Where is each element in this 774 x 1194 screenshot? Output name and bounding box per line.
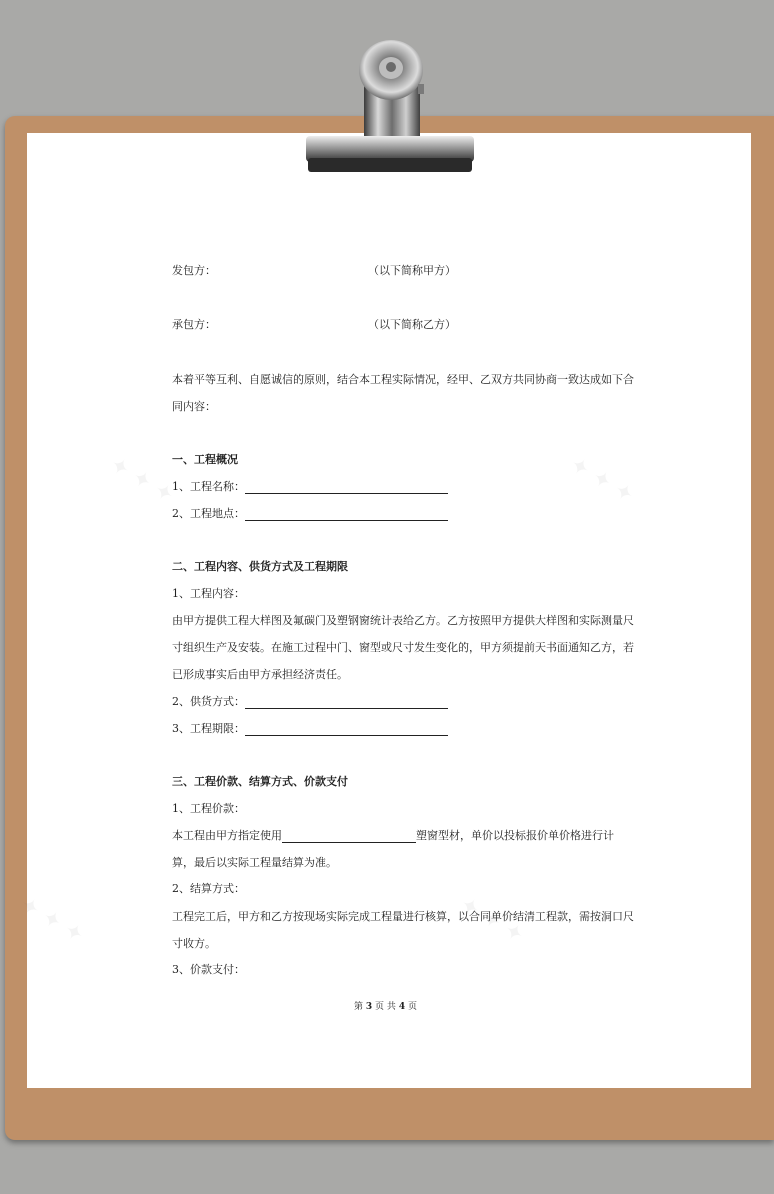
blank-line xyxy=(245,723,448,736)
paragraph-line: 由甲方提供工程大样图及氟碳门及塑钢窗统计表给乙方。乙方按照甲方提供大样图和实际测量尺 xyxy=(172,614,634,627)
watermark: ✦ ✦ ✦ xyxy=(15,892,88,949)
field-label: 1、工程名称： xyxy=(172,480,245,493)
watermark: ✦ ✦ ✦ xyxy=(455,892,528,949)
footer-text: 页 xyxy=(375,1002,385,1012)
preamble-line: 本着平等互利、自愿诚信的原则，结合本工程实际情况，经甲、乙双方共同协商一致达成如下合 xyxy=(172,373,634,386)
supply-method-field xyxy=(172,695,448,709)
binder-clip-icon xyxy=(300,22,480,178)
text-run: 塑窗型材，单价以投标报价单价格进行计 xyxy=(416,829,614,842)
paragraph-line: 算，最后以实际工程量结算为准。 xyxy=(172,856,337,869)
section-heading: 二、工程内容、供货方式及工程期限 xyxy=(172,560,348,573)
paragraph-line: 寸组织生产及安装。在施工过程中门、窗型或尺寸发生变化的，甲方须提前天书面通知乙方，若 xyxy=(172,641,634,654)
blank-line xyxy=(245,508,448,521)
footer-text: 页 xyxy=(407,1002,417,1012)
blank-line xyxy=(282,830,416,843)
field-label: 2、供货方式： xyxy=(172,695,245,708)
paragraph-line: 已形成事实后由甲方承担经济责任。 xyxy=(172,668,348,681)
project-location-field xyxy=(172,507,448,521)
subheading: 1、工程内容： xyxy=(172,587,245,600)
footer-text: 第 xyxy=(354,1002,364,1012)
employer-abbrev: （以下简称甲方） xyxy=(368,264,456,277)
preamble-line: 同内容： xyxy=(172,400,216,413)
contractor-label: 承包方： xyxy=(172,318,216,331)
employer-label: 发包方： xyxy=(172,264,216,277)
project-period-field xyxy=(172,722,448,736)
project-name-field xyxy=(172,480,448,494)
text-run: 本工程由甲方指定使用 xyxy=(172,829,282,842)
current-page: 3 xyxy=(365,1002,373,1012)
watermark: ✦ ✦ ✦ xyxy=(105,452,178,509)
field-label: 3、工程期限： xyxy=(172,722,245,735)
blank-line xyxy=(245,696,448,709)
section-heading: 一、工程概况 xyxy=(172,453,238,466)
paragraph-line xyxy=(172,829,614,843)
subheading: 1、工程价款： xyxy=(172,802,245,815)
watermark: ✦ ✦ ✦ xyxy=(565,452,638,509)
contractor-abbrev: （以下简称乙方） xyxy=(368,318,456,331)
page-number xyxy=(354,999,417,1012)
subheading: 2、结算方式： xyxy=(172,882,245,895)
field-label: 2、工程地点： xyxy=(172,507,245,520)
blank-line xyxy=(245,481,448,494)
section-heading: 三、工程价款、结算方式、价款支付 xyxy=(172,775,348,788)
paragraph-line: 工程完工后，甲方和乙方按现场实际完成工程量进行核算，以合同单价结清工程款，需按洞口尺 xyxy=(172,910,634,923)
subheading: 3、价款支付： xyxy=(172,963,245,976)
paragraph-line: 寸收方。 xyxy=(172,937,216,950)
total-pages: 4 xyxy=(398,1002,406,1012)
footer-text: 共 xyxy=(386,1002,396,1012)
